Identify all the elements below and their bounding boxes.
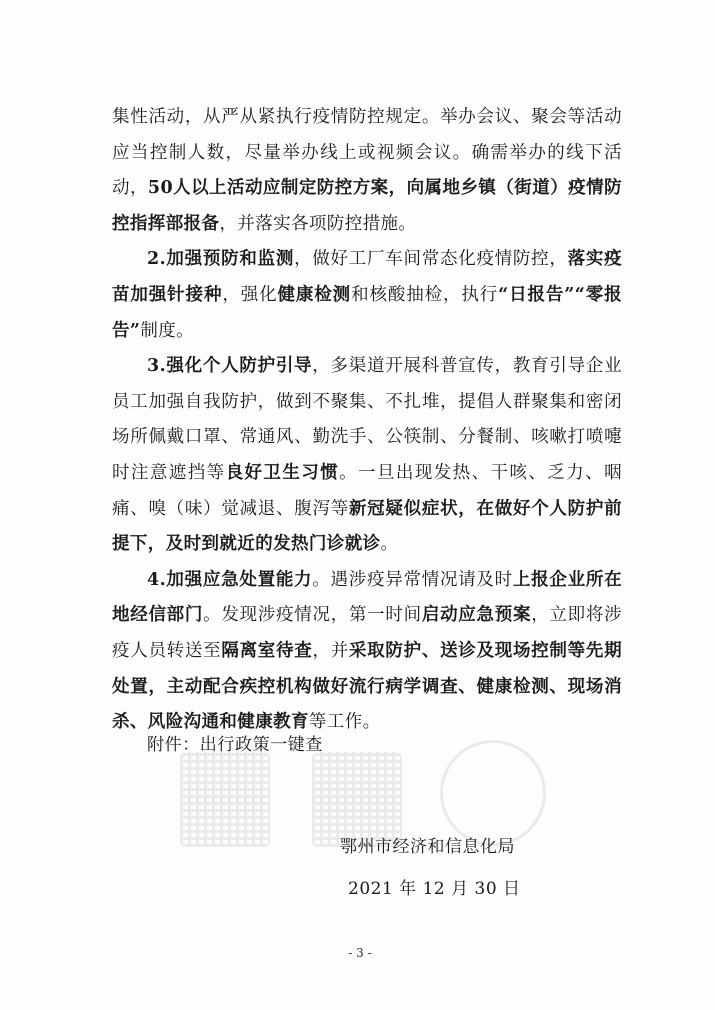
bold-text: 良好卫生习惯 (225, 462, 340, 483)
bold-text: 上报企业所在地经信部门 (112, 569, 622, 626)
text: 。发现涉疫情况，第一时间 (203, 605, 422, 626)
item-heading: 2.加强预防和监测 (147, 249, 295, 270)
text: ，多渠道开展科普宣传，教育引导企业员工加强自我防护，做到不聚集、不扎堆，提倡人群聚集和密闭场所佩戴口罩、常通风、勤洗手、公筷制、分餐制、咳嗽打喷嚏时注意遮挡等 (112, 356, 622, 483)
text: 等工作。 (308, 712, 381, 733)
text: 制度。 (140, 320, 195, 341)
issue-date: 2021 年 12 月 30 日 (348, 879, 521, 899)
seal-faint (440, 740, 546, 846)
bold-text: 隔离室待查 (221, 640, 313, 661)
bold-text: 50人以上活动应制定防控方案，向属地乡镇（街道）疫情防控指挥部报备 (112, 178, 622, 234)
paragraph-item-2 (112, 242, 622, 349)
bold-text: 健康检测 (277, 284, 352, 305)
attachment-line: 附件：出行政策一键查 (147, 735, 323, 755)
text: 和核酸抽检，执行 (351, 284, 499, 305)
paragraph-item-3 (112, 349, 622, 563)
text: ，并落实各项防控措施。 (219, 213, 417, 234)
text: 。 (380, 534, 399, 555)
issuer-name: 鄂州市经济和信息化局 (340, 837, 515, 857)
item-heading: 3.强化个人防护引导 (147, 356, 313, 377)
bold-text: 采取防护、送诊及现场控制等先期处置，主动配合疾控机构做好流行病学调查、健康检测、现场消杀、风险沟通和健康教育 (112, 640, 623, 733)
qr-code-faint-left (180, 752, 270, 847)
bold-text: “日报告”“零报告” (112, 284, 622, 341)
text: 。一旦出现发热、干咳、乏力、咽痛、嗅（味）觉减退、腹泻等 (112, 462, 622, 519)
text: 。遇涉疫异常情况请及时 (312, 569, 513, 590)
text: ，立即将涉疫人员转送至 (112, 605, 623, 661)
paragraph-item-4 (112, 563, 622, 741)
item-heading: 4.加强应急处置能力 (147, 569, 313, 590)
page-number: - 3 - (348, 946, 372, 960)
paragraph-intro (112, 100, 622, 242)
text: ，强化 (222, 284, 278, 305)
bold-text: 落实疫苗加强针接种 (112, 249, 623, 305)
text: 集性活动，从严从紧执行疫情防控规定。举办会议、聚会等活动应当控制人数，尽量举办线上或视频会议。确需举办的线下活动， (112, 107, 622, 199)
text: ，并 (312, 640, 349, 661)
text: ，做好工厂车间常态化疫情防控， (294, 249, 568, 270)
bold-text: 新冠疑似症状，在做好个人防护前提下，及时到就近的发热门诊就诊 (112, 498, 622, 555)
document-body (112, 100, 622, 741)
bold-text: 启动应急预案 (421, 605, 532, 626)
